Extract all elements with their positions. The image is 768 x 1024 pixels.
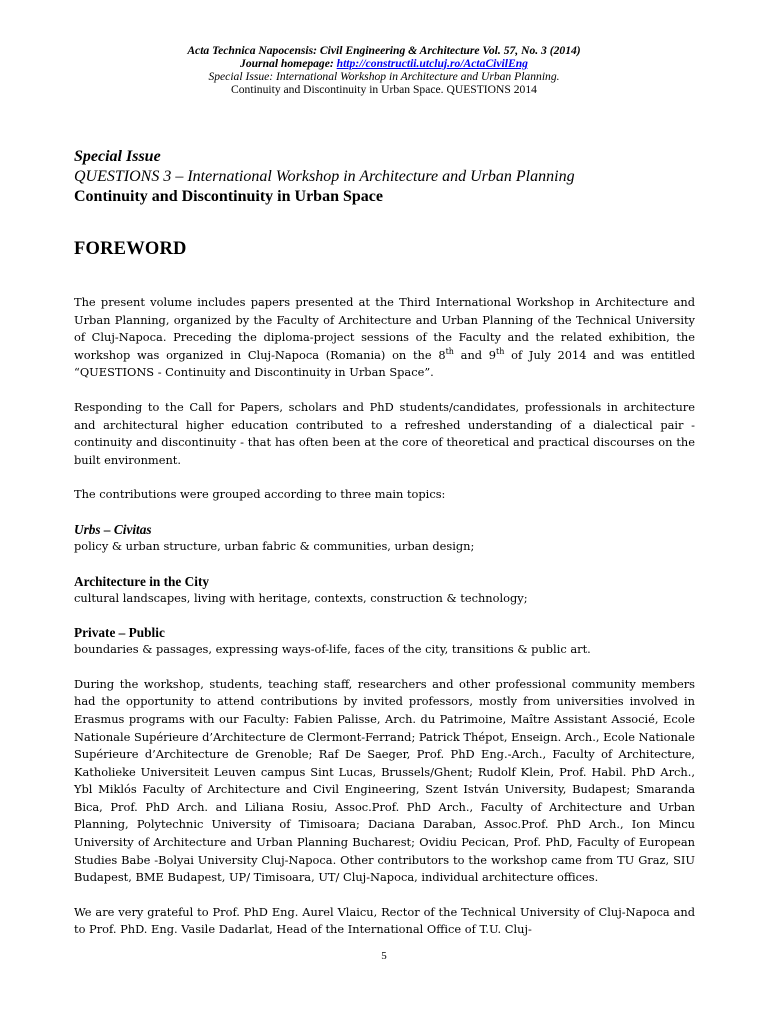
paragraph-acknowledgements: We are very grateful to Prof. PhD Eng. Aurel Vlaicu, Rector of the Technical University of Cluj-Napoca and to Prof. PhD. Eng. Vasile Dadarlat, Head of the International Office of T.U. Cluj- — [74, 904, 695, 937]
topic-title: Architecture in the City — [74, 573, 210, 589]
foreword-heading: FOREWORD — [74, 239, 187, 259]
topic-item — [74, 521, 695, 556]
paragraph-topics-intro: The contributions were grouped according to three main topics: — [74, 487, 446, 502]
special-issue-title: Special Issue — [74, 148, 161, 165]
topic-item — [74, 573, 695, 608]
topic-title: Urbs – Civitas — [74, 521, 152, 537]
ordinal-suffix: th — [496, 346, 505, 356]
ordinal-suffix: th — [445, 346, 454, 356]
topic-description: policy & urban structure, urban fabric & communities, urban design; — [74, 538, 475, 553]
workshop-title: QUESTIONS 3 – International Workshop in Architecture and Urban Planning — [74, 168, 575, 185]
topic-item — [74, 624, 695, 659]
running-header — [0, 44, 768, 96]
paragraph-intro-text-2: and 9 — [453, 347, 497, 362]
journal-homepage-line — [0, 57, 768, 70]
paragraph-intro-text-1: The present volume includes papers presented at the Third International Workshop in Architecture and Urban Planning, organized by the Faculty of Architecture and Urban Planning of the Technical University of Cluj-Napoca. Preceding the diploma-project sessions of the Faculty and the related exhibition, the workshop was organized in Cluj-Napoca (Romania) on the 8 — [74, 295, 695, 362]
paragraph-intro-text-3: of July 2014 and was entitled “QUESTIONS - Continuity and Discontinuity in Urban Space”. — [74, 347, 695, 380]
topic-description: cultural landscapes, living with heritage, contexts, construction & technology; — [74, 590, 528, 605]
paragraph-intro — [74, 294, 695, 382]
paragraph-call-for-papers: Responding to the Call for Papers, scholars and PhD students/candidates, professionals in architecture and architectural higher education contributed to a refreshed understanding of a dialectical pair - continuity and discontinuity - that has often been at the core of theoretical and practical discourses on the built environment. — [74, 399, 695, 467]
topic-title: Private – Public — [74, 625, 165, 641]
issue-theme-title: Continuity and Discontinuity in Urban Space — [74, 188, 383, 205]
homepage-label: Journal homepage: — [240, 57, 337, 70]
journal-citation: Acta Technica Napocensis: Civil Engineering & Architecture Vol. 57, No. 3 (2014) — [187, 44, 581, 57]
body-text — [74, 294, 695, 956]
page-number: 5 — [381, 950, 387, 962]
title-block — [74, 147, 694, 207]
journal-homepage-link[interactable]: http://constructii.utcluj.ro/ActaCivilEng — [336, 57, 528, 70]
issue-subtitle-line: Continuity and Discontinuity in Urban Space. QUESTIONS 2014 — [231, 83, 537, 96]
paragraph-invited-professors: During the workshop, students, teaching staff, researchers and other professional community members had the opportunity to attend contributions by invited professors, mostly from universities involved in Erasmus programs with our Faculty: Fabien Palisse, Arch. du Patrimoine, Maître Assistant Associé, Ecole Nationale Supérieure d’Architecture de Clermont-Ferrand; Patrick Thépot, Enseign. Arch., Ecole Nationale Supérieure d’Architecture de Grenoble; Raf De Saeger, Prof. PhD Eng.-Arch., Faculty of Architecture, Katholieke Universiteit Leuven campus Sint Lucas, Brussels/Ghent; Rudolf Klein, Prof. Habil. PhD Arch., Ybl Miklós Faculty of Architecture and Civil Engineering, Szent István University, Budapest; Smaranda Bica, Prof. PhD Arch. and Liliana Rosiu, Assoc.Prof. PhD Arch., Faculty of Architecture and Urban Planning, Polytechnic University of Timisoara; Daciana Daraban, Assoc.Prof. PhD Arch., Ion Mincu University of Architecture and Urban Planning Bucharest; Ovidiu Pecican, Prof. PhD, Faculty of European Studies Babe -Bolyai University Cluj-Napoca. Other contributors to the workshop came from TU Graz, SIU Budapest, BME Budapest, UP/ Timisoara, UT/ Cluj-Napoca, individual architecture offices. — [74, 676, 695, 885]
topic-description: boundaries & passages, expressing ways-of-life, faces of the city, transitions & public art. — [74, 642, 591, 657]
special-issue-line: Special Issue: International Workshop in Architecture and Urban Planning. — [208, 70, 560, 83]
